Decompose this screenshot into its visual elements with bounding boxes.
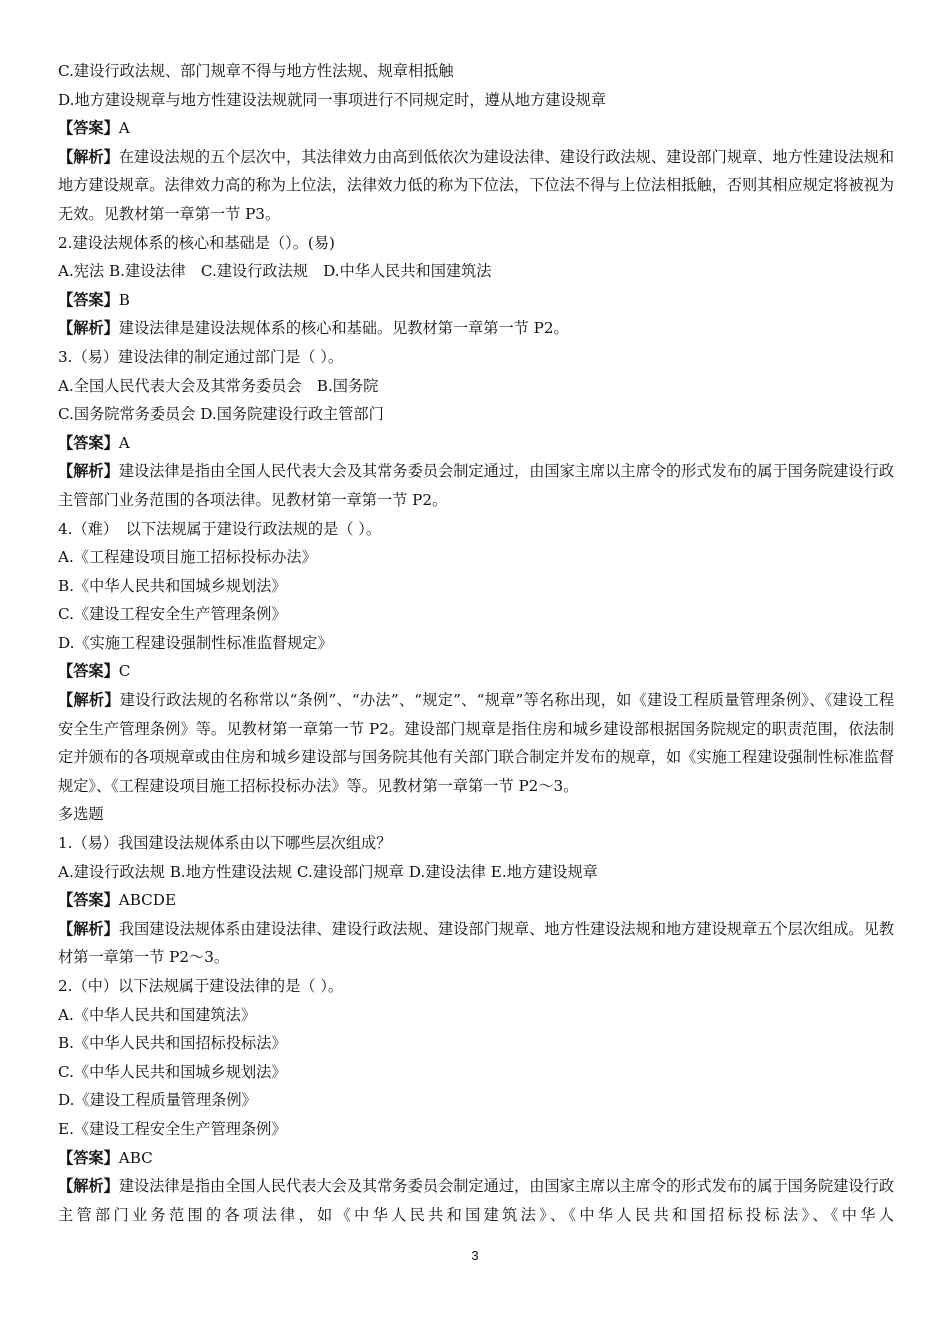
text-line: C.《中华人民共和国城乡规划法》 [58, 1062, 287, 1081]
paragraph-text: C [118, 662, 131, 681]
label-tag: 【答案】 [58, 119, 119, 138]
text-line: 4.（难） 以下法规属于建设行政法规的是（ ）。 [58, 519, 382, 538]
page-number: 3 [471, 1248, 479, 1263]
paragraph-text: 建设行政法规的名称常以“条例”、“办法”、“规定”、“规章”等名称出现，如《建设工程质量管理条例》、《建设工程安全生产管理条例》等。见教材第一章第一节 P2。建设部门规章是指住房和城乡建设部根据国务院规定的职责范围，依法制定并颁布的各项规章或由住房和城乡建设部与国务院其他有关部门联合制定并发布的规章，如《实施工程建设强制性标准监督规定》、《工程建设项目施工招标投标办法》等。见教材第一章第一节 P2～3。 [58, 691, 895, 795]
answer-line [58, 1144, 894, 1173]
analysis-paragraph [58, 457, 894, 514]
text-line: B.《中华人民共和国招标投标法》 [58, 1034, 287, 1053]
analysis-paragraph [58, 1172, 894, 1229]
paragraph-text: 建设法律是指由全国人民代表大会及其常务委员会制定通过，由国家主席以主席令的形式发布的属于国务院建设行政主管部门业务范围的各项法律。见教材第一章第一节 P2。 [58, 462, 895, 509]
analysis-paragraph [58, 143, 894, 229]
text-line: C.《建设工程安全生产管理条例》 [58, 605, 287, 624]
answer-line [58, 657, 894, 686]
label-tag: 【解析】 [58, 462, 119, 481]
label-tag: 【答案】 [58, 433, 119, 452]
paragraph-text: A [118, 433, 130, 452]
text-line: A.《中华人民共和国建筑法》 [58, 1005, 257, 1024]
text-line: D.《建设工程质量管理条例》 [58, 1091, 257, 1110]
answer-line [58, 429, 894, 458]
label-tag: 【答案】 [58, 1148, 119, 1167]
text-line: 2.建设法规体系的核心和基础是（）。(易) [58, 233, 335, 252]
paragraph-text: 建设法律是建设法规体系的核心和基础。见教材第一章第一节 P2。 [118, 319, 569, 338]
paragraph-text: A [118, 119, 130, 138]
text-line: 1.（易）我国建设法规体系由以下哪些层次组成？ [58, 834, 392, 853]
answer-line [58, 114, 894, 143]
text-line: C.建设行政法规、部门规章不得与地方性法规、规章相抵触 [58, 62, 454, 80]
answer-line [58, 286, 894, 315]
text-line: 多选题 [58, 805, 104, 824]
analysis-paragraph [58, 915, 894, 972]
analysis-paragraph [58, 314, 894, 343]
label-tag: 【解析】 [58, 1177, 119, 1196]
label-tag: 【解析】 [58, 147, 119, 166]
answer-line [58, 886, 894, 915]
text-line: E.《建设工程安全生产管理条例》 [58, 1119, 287, 1138]
text-line: 3.（易）建设法律的制定通过部门是（ ）。 [58, 347, 344, 366]
text-line: D.地方建设规章与地方性建设法规就同一事项进行不同规定时，遵从地方建设规章 [58, 90, 607, 109]
text-line: A.宪法 B.建设法律 C.建设行政法规 D.中华人民共和国建筑法 [58, 262, 492, 281]
document-body [58, 57, 894, 1229]
label-tag: 【解析】 [58, 691, 120, 710]
text-line: D.《实施工程建设强制性标准监督规定》 [58, 633, 333, 652]
paragraph-text: ABC [118, 1148, 153, 1167]
paragraph-text: 在建设法规的五个层次中，其法律效力由高到低依次为建设法律、建设行政法规、建设部门规章、地方性建设法规和地方建设规章。法律效力高的称为上位法，法律效力低的称为下位法，下位法不得与上位法相抵触，否则其相应规定将被视为无效。见教材第一章第一节 P3。 [58, 147, 895, 223]
label-tag: 【解析】 [58, 919, 119, 938]
label-tag: 【答案】 [58, 662, 119, 681]
paragraph-text: 我国建设法规体系由建设法律、建设行政法规、建设部门规章、地方性建设法规和地方建设规章五个层次组成。见教材第一章第一节 P2～3。 [58, 919, 895, 967]
label-tag: 【解析】 [58, 319, 119, 338]
text-line: B.《中华人民共和国城乡规划法》 [58, 576, 287, 595]
text-line: A.全国人民代表大会及其常务委员会 B.国务院 [58, 376, 379, 395]
paragraph-text: B [118, 290, 130, 309]
text-line: A.《工程建设项目施工招标投标办法》 [58, 548, 317, 567]
label-tag: 【答案】 [58, 891, 119, 910]
paragraph-text: ABCDE [118, 891, 177, 910]
label-tag: 【答案】 [58, 290, 119, 309]
text-line: C.国务院常务委员会 D.国务院建设行政主管部门 [58, 405, 384, 424]
text-line: 2.（中）以下法规属于建设法律的是（ ）。 [58, 977, 344, 995]
paragraph-text: 建设法律是指由全国人民代表大会及其常务委员会制定通过，由国家主席以主席令的形式发布的属于国务院建设行政主管部门业务范围的各项法律，如《中华人民共和国建筑法》、《中华人民共和国招标投标法》、《中华人 [58, 1177, 894, 1224]
analysis-paragraph [58, 686, 894, 800]
text-line: A.建设行政法规 B.地方性建设法规 C.建设部门规章 D.建设法律 E.地方建设规章 [58, 862, 598, 881]
